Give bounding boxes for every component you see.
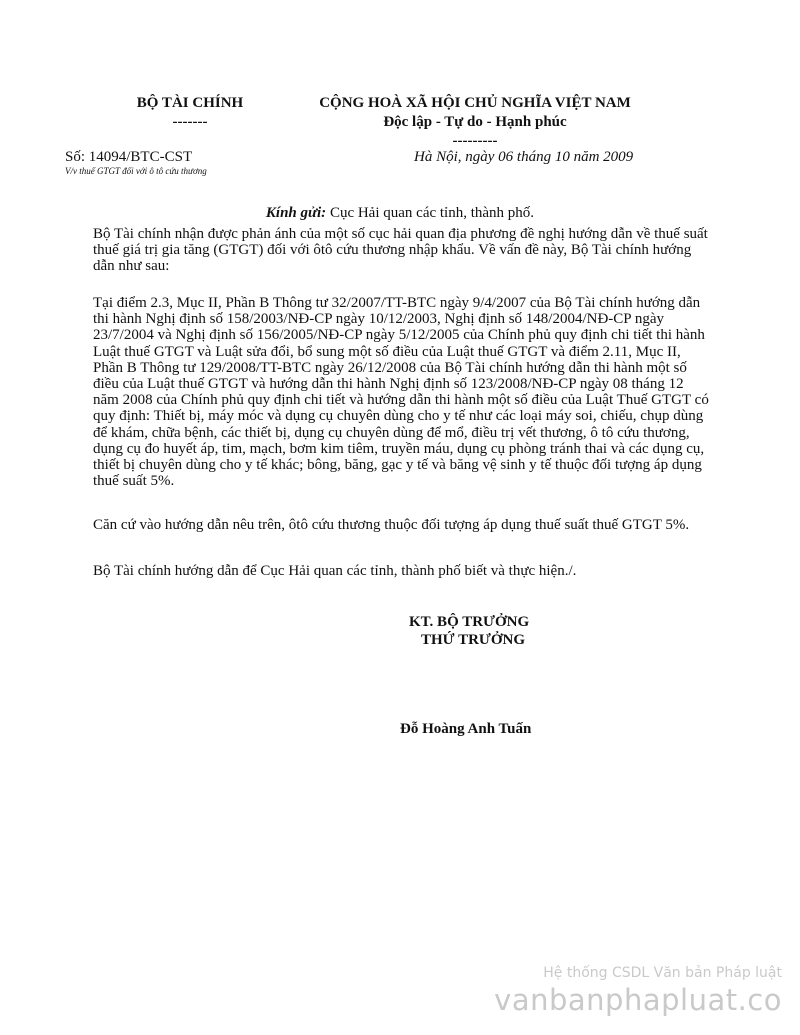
body-paragraph-4: Bộ Tài chính hướng dẫn để Cục Hải quan các tỉnh, thành phố biết và thực hiện./.	[93, 563, 577, 579]
watermark-line-2: vanbanphapluat.co	[494, 983, 782, 1017]
motto: Độc lập - Tự do - Hạnh phúc	[383, 114, 567, 130]
nation-title: CỘNG HOÀ XÃ HỘI CHỦ NGHĨA VIỆT NAM	[319, 95, 631, 111]
ministry-rule: -------	[172, 114, 208, 130]
watermark-line-1: Hệ thống CSDL Văn bản Pháp luật	[543, 965, 782, 981]
document-number: Số: 14094/BTC-CST	[65, 149, 193, 165]
body-paragraph-2: Tại điểm 2.3, Mục II, Phần B Thông tư 32/2007/TT-BTC ngày 9/4/2007 của Bộ Tài chính hướng dẫn thi hành Nghị định số 158/2003/NĐ-CP ngày 10/12/2003, Nghị định số 148/2004/NĐ-CP ngày 23/7/2004 và Nghị định số 156/2005/NĐ-CP ngày 5/12/2005 của Chính phủ quy định chi tiết thi hành Luật thuế GTGT và Luật sửa đổi, bổ sung một số điều của Luật thuế GTGT và điểm 2.11, Mục II, Phần B Thông tư 129/2008/TT-BTC ngày 26/12/2008 của Bộ Tài chính hướng dẫn thi hành một số điều của Luật thuế GTGT và hướng dẫn thi hành Nghị định số 123/2008/NĐ-CP ngày 08 tháng 12 năm 2008 của Chính phủ quy định chi tiết và hướng dẫn thi hành một số điều của Luật Thuế GTGT có quy định: Thiết bị, máy móc và dụng cụ chuyên dùng cho y tế như các loại máy soi, chiếu, chụp dùng để khám, chữa bệnh, các thiết bị, dụng cụ chuyên dùng để mổ, điều trị vết thương, ô tô cứu thương, dụng cụ đo huyết áp, tim, mạch, bơm kim tiêm, truyền máu, dụng cụ phòng tránh thai và các dụng cụ, thiết bị chuyên dùng cho y tế khác; bông, băng, gạc y tế và băng vệ sinh y tế thuộc đối tượng áp dụng thuế suất 5%.	[93, 295, 709, 490]
motto-rule: ---------	[452, 133, 498, 149]
ministry-name: BỘ TÀI CHÍNH	[136, 95, 244, 111]
signer-name: Đỗ Hoàng Anh Tuấn	[400, 721, 532, 737]
place-date: Hà Nội, ngày 06 tháng 10 năm 2009	[414, 149, 634, 165]
recipient-line	[0, 204, 800, 223]
signature-line-1: KT. BỘ TRƯỞNG	[409, 614, 530, 630]
body-paragraph-1: Bộ Tài chính nhận được phản ánh của một số cục hải quan địa phương đề nghị hướng dẫn về thuế suất thuế giá trị gia tăng (GTGT) đối với ôtô cứu thương nhập khẩu. Về vấn đề này, Bộ Tài chính hướng dẫn như sau:	[93, 226, 708, 275]
document-subject: V/v thuế GTGT đối với ô tô cứu thương	[65, 166, 207, 176]
recipient-value: Cục Hải quan các tỉnh, thành phố.	[326, 205, 535, 221]
recipient-label: Kính gửi:	[265, 205, 327, 221]
body-paragraph-3: Căn cứ vào hướng dẫn nêu trên, ôtô cứu thương thuộc đối tượng áp dụng thuế suất thuế GTGT 5%.	[93, 517, 690, 533]
signature-line-2: THỨ TRƯỞNG	[421, 632, 526, 648]
